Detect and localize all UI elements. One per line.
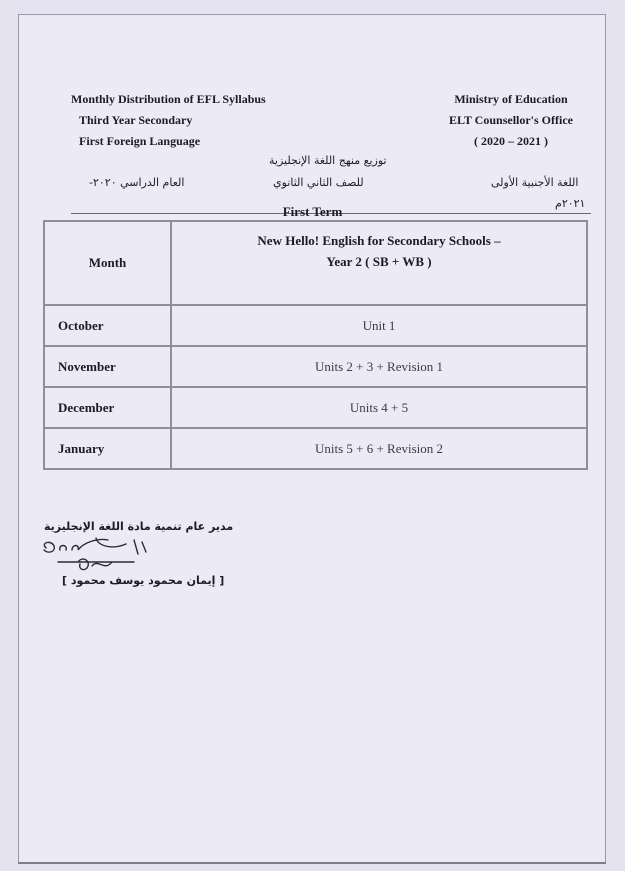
month-cell: December — [44, 387, 171, 428]
month-cell: November — [44, 346, 171, 387]
month-cell: October — [44, 305, 171, 346]
header-academic-year: ( 2020 – 2021 ) — [474, 134, 548, 148]
header-right — [441, 89, 581, 152]
handwritten-signature — [38, 532, 148, 576]
header-syllabus-title: Monthly Distribution of EFL Syllabus — [71, 92, 266, 106]
month-cell: January — [44, 428, 171, 469]
table-row — [44, 305, 587, 346]
arabic-grade: للصف الثاني الثانوي — [273, 176, 364, 189]
header-ministry: Ministry of Education — [454, 92, 568, 106]
syllabus-table — [43, 220, 588, 470]
content-cell: Units 5 + 6 + Revision 2 — [171, 428, 587, 469]
arabic-language: اللغة الأجنبية الأولى — [491, 176, 579, 189]
term-title: First Term — [282, 204, 343, 219]
table-header-row — [44, 221, 587, 305]
arabic-title: توزيع منهج اللغة الإنجليزية — [269, 154, 387, 167]
header-left — [71, 89, 266, 152]
book-header-line2: Year 2 ( SB + WB ) — [326, 254, 432, 269]
signature-name: [ إيمان محمود يوسف محمود ] — [62, 574, 225, 587]
table-row — [44, 428, 587, 469]
header-grade: Third Year Secondary — [79, 113, 193, 127]
arabic-year: العام الدراسي ٢٠٢٠- — [89, 176, 185, 189]
header-language-level: First Foreign Language — [79, 134, 201, 148]
table-row — [44, 387, 587, 428]
arabic-year-end: ٢٠٢١م — [555, 197, 586, 210]
table-row — [44, 346, 587, 387]
book-header — [171, 221, 587, 305]
content-cell: Unit 1 — [171, 305, 587, 346]
header-office: ELT Counsellor's Office — [448, 113, 573, 127]
content-cell: Units 4 + 5 — [171, 387, 587, 428]
month-header: Month — [44, 221, 171, 305]
content-cell: Units 2 + 3 + Revision 1 — [171, 346, 587, 387]
signature-title: مدير عام تنمية مادة اللغة الإنجليزية — [44, 520, 234, 533]
book-header-line1: New Hello! English for Secondary Schools – — [257, 233, 501, 248]
